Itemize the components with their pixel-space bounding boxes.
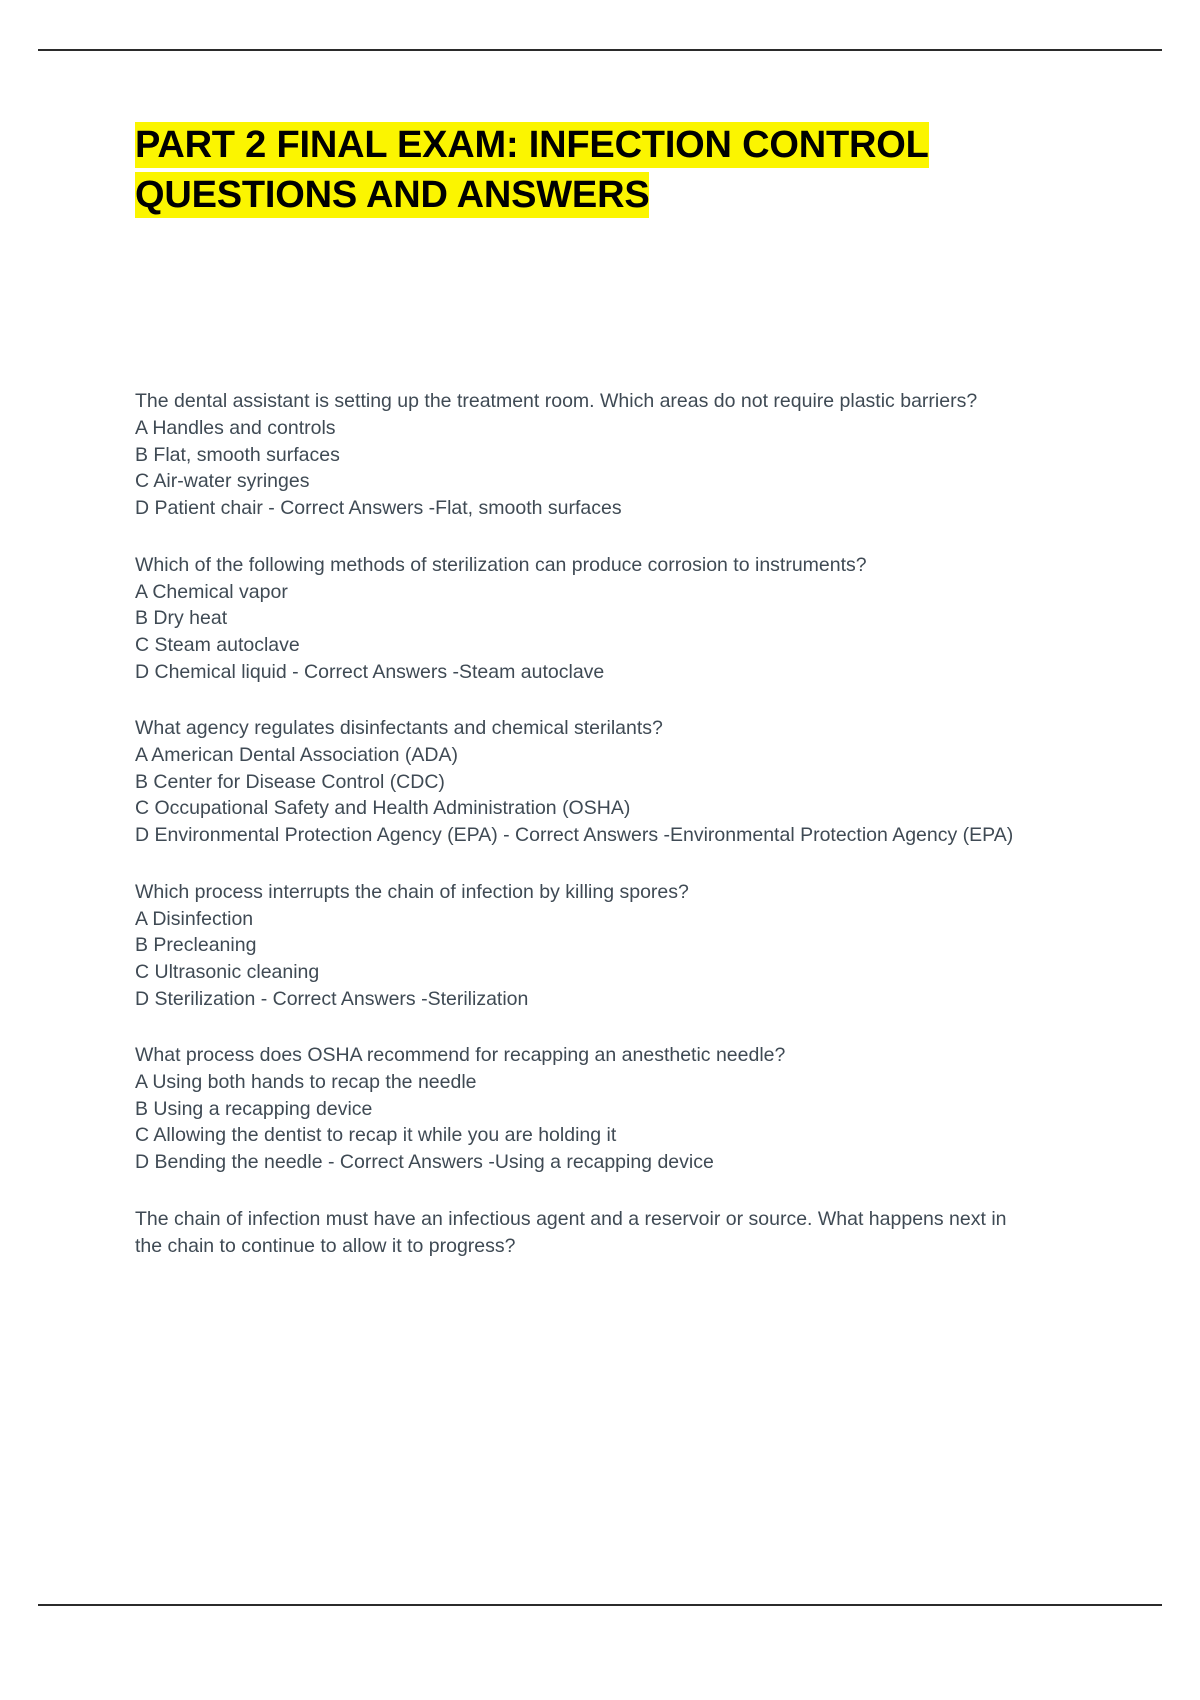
header-divider [38, 49, 1162, 51]
question-prompt: What process does OSHA recommend for recapping an anesthetic needle? [135, 1044, 786, 1067]
answer-option: D Bending the needle - Correct Answers -Using a recapping device [135, 1151, 714, 1174]
question-prompt: The chain of infection must have an infectious agent and a reservoir or source. What happens next in the chain to continue to allow it to progress? [135, 1207, 1007, 1257]
answer-option: D Patient chair - Correct Answers -Flat, smooth surfaces [135, 497, 622, 520]
question-prompt: Which of the following methods of sterilization can produce corrosion to instruments? [135, 553, 867, 576]
question-item [135, 552, 1025, 686]
answer-option: C Ultrasonic cleaning [135, 960, 320, 983]
page-title-text: PART 2 FINAL EXAM: INFECTION CONTROL QUESTIONS AND ANSWERS [135, 124, 929, 217]
question-item [135, 1042, 1025, 1176]
answer-option: C Steam autoclave [135, 633, 300, 656]
question-item [135, 715, 1025, 849]
answer-option: D Chemical liquid - Correct Answers -Steam autoclave [135, 660, 605, 683]
footer-divider [38, 1604, 1162, 1606]
answer-option: A Disinfection [135, 907, 254, 930]
answer-option: A Using both hands to recap the needle [135, 1071, 477, 1094]
answer-option: B Precleaning [135, 934, 257, 957]
document-content [135, 120, 1025, 1259]
answer-option: C Occupational Safety and Health Administration (OSHA) [135, 797, 631, 820]
answer-option: C Air-water syringes [135, 470, 310, 493]
answer-option: B Using a recapping device [135, 1097, 373, 1120]
question-item [135, 879, 1025, 1013]
answer-option: A Handles and controls [135, 417, 336, 440]
answer-option: B Center for Disease Control (CDC) [135, 770, 445, 793]
answer-option: C Allowing the dentist to recap it while you are holding it [135, 1124, 617, 1147]
questions-list [135, 388, 1025, 1259]
question-prompt: The dental assistant is setting up the treatment room. Which areas do not require plastic barriers? [135, 390, 978, 413]
page-title [135, 120, 1025, 220]
question-prompt: What agency regulates disinfectants and chemical sterilants? [135, 717, 663, 740]
answer-option: A Chemical vapor [135, 580, 288, 603]
question-prompt: Which process interrupts the chain of infection by killing spores? [135, 880, 689, 903]
question-item [135, 1206, 1025, 1259]
answer-option: A American Dental Association (ADA) [135, 744, 458, 767]
question-item [135, 388, 1025, 522]
answer-option: B Flat, smooth surfaces [135, 443, 340, 466]
answer-option: D Sterilization - Correct Answers -Sterilization [135, 987, 529, 1010]
title-spacer [135, 220, 1025, 388]
answer-option: D Environmental Protection Agency (EPA) - Correct Answers -Environmental Protection Agency (EPA) [135, 824, 1014, 847]
answer-option: B Dry heat [135, 607, 228, 630]
